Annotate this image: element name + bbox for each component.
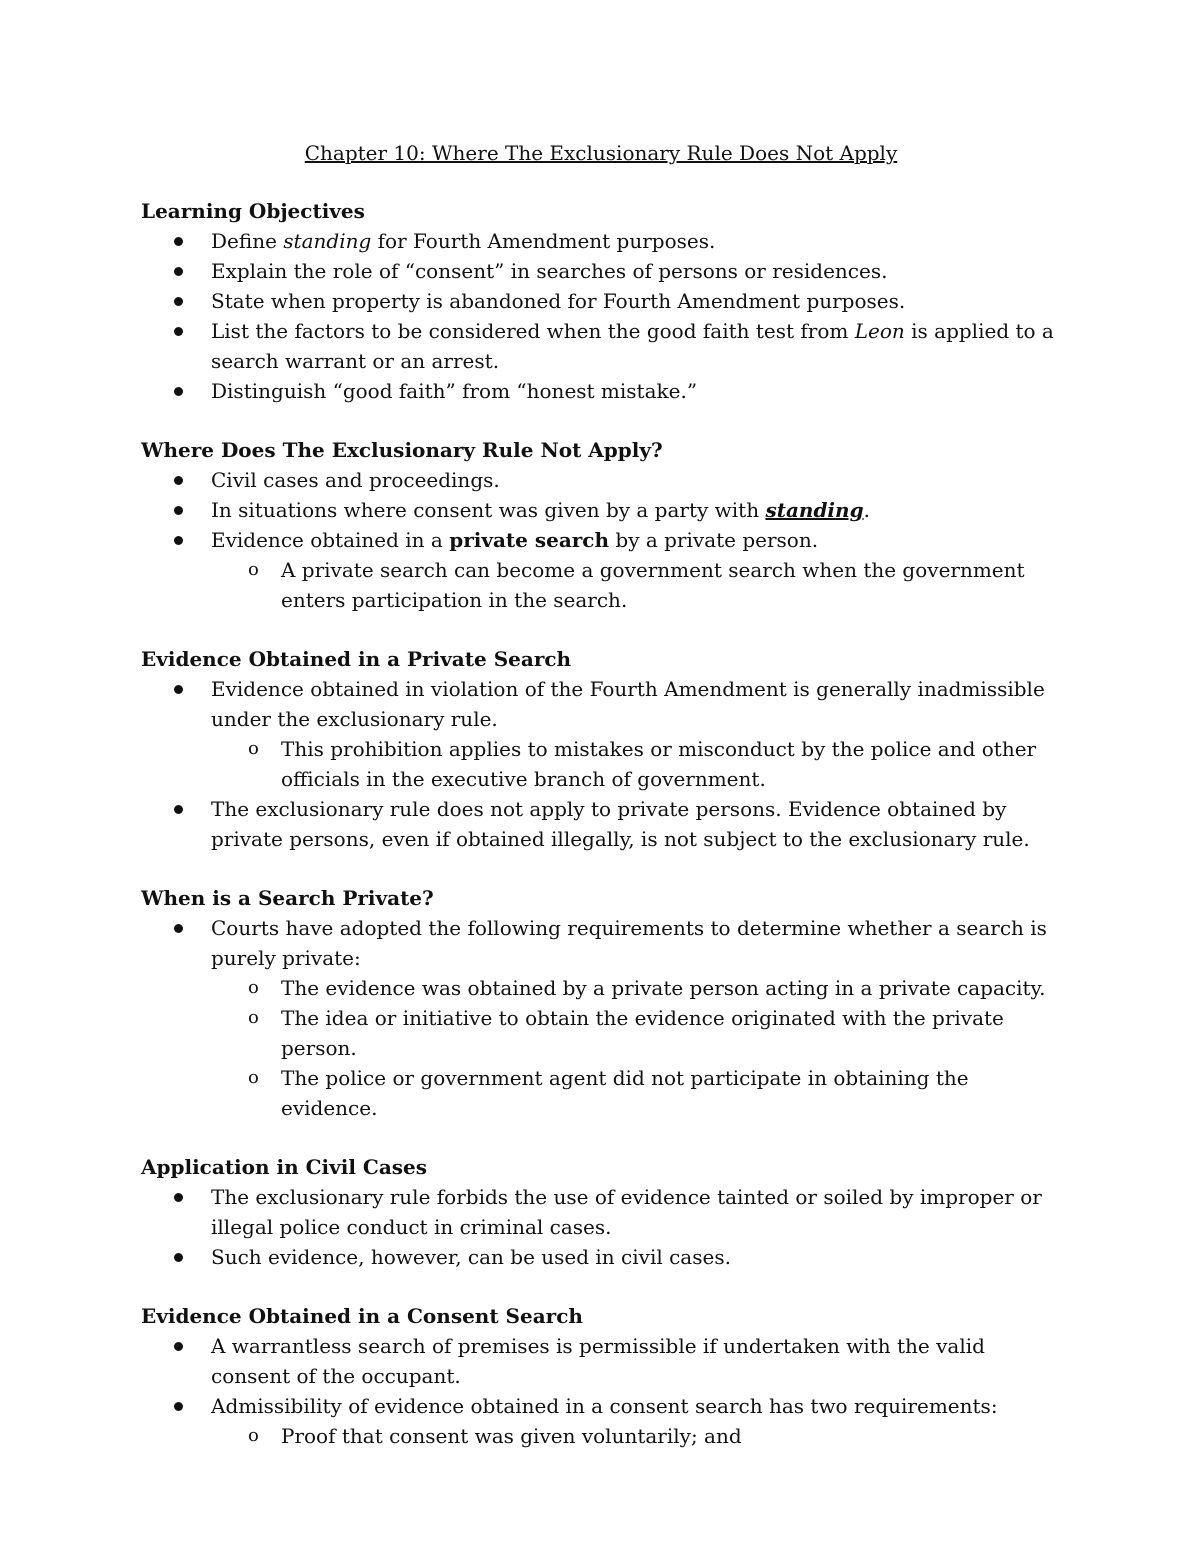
hollow-bullet-icon: o — [248, 738, 259, 759]
item-text: Distinguish “good faith” from “honest mistake.” — [211, 379, 698, 403]
item-text: Evidence obtained in a — [211, 528, 450, 552]
bullet-icon — [174, 1193, 183, 1202]
item-text: . — [863, 498, 870, 522]
item-text: is applied to a search warrant or an arrest. — [211, 319, 1054, 373]
bullet-icon — [174, 1402, 183, 1411]
item-text: The police or government agent did not participate in obtaining the evidence. — [281, 1066, 969, 1120]
list-item — [141, 674, 1061, 794]
list-item — [141, 1242, 1061, 1272]
section-learning-objectives — [141, 196, 1061, 406]
bullet-list — [141, 674, 1061, 854]
sub-bullet-list — [211, 1421, 1061, 1451]
item-text: Such evidence, however, can be used in civil cases. — [211, 1245, 731, 1269]
item-text: State when property is abandoned for Fourth Amendment purposes. — [211, 289, 906, 313]
sub-list-item — [211, 1421, 1061, 1451]
bullet-icon — [174, 1342, 183, 1351]
item-text: Courts have adopted the following requirements to determine whether a search is purely private: — [211, 916, 1047, 970]
section-heading: Evidence Obtained in a Private Search — [141, 647, 572, 671]
item-emphasis: standing — [283, 229, 372, 253]
item-emphasis: standing — [765, 498, 864, 522]
list-item — [141, 256, 1061, 286]
list-item — [141, 1182, 1061, 1242]
hollow-bullet-icon: o — [248, 559, 259, 580]
sub-bullet-list — [211, 555, 1061, 615]
sub-list-item — [211, 555, 1061, 615]
item-text: The idea or initiative to obtain the evidence originated with the private person. — [281, 1006, 1004, 1060]
item-text: by a private person. — [609, 528, 819, 552]
list-item — [141, 465, 1061, 495]
sub-list-item — [211, 734, 1061, 794]
bullet-icon — [174, 267, 183, 276]
section-private-search — [141, 644, 1061, 854]
item-text: Admissibility of evidence obtained in a consent search has two requirements: — [211, 1394, 998, 1418]
list-item — [141, 316, 1061, 376]
item-emphasis: private search — [449, 528, 610, 552]
hollow-bullet-icon: o — [248, 1425, 259, 1446]
section-where-not-apply — [141, 435, 1061, 615]
bullet-icon — [174, 327, 183, 336]
item-text: Define — [211, 229, 284, 253]
bullet-icon — [174, 237, 183, 246]
section-civil-cases — [141, 1152, 1061, 1272]
sub-list-item — [211, 1003, 1061, 1063]
bullet-icon — [174, 924, 183, 933]
bullet-list — [141, 1331, 1061, 1451]
section-heading: Learning Objectives — [141, 199, 365, 223]
item-text: A warrantless search of premises is permissible if undertaken with the valid consent of the occupant. — [211, 1334, 985, 1388]
sub-bullet-list — [211, 734, 1061, 794]
list-item — [141, 1331, 1061, 1391]
bullet-icon — [174, 805, 183, 814]
bullet-icon — [174, 506, 183, 515]
list-item — [141, 525, 1061, 615]
bullet-icon — [174, 387, 183, 396]
section-consent-search — [141, 1301, 1061, 1451]
item-text: Civil cases and proceedings. — [211, 468, 500, 492]
section-heading: Evidence Obtained in a Consent Search — [141, 1304, 583, 1328]
sub-bullet-list — [211, 973, 1061, 1123]
bullet-icon — [174, 476, 183, 485]
sub-list-item — [211, 973, 1061, 1003]
bullet-icon — [174, 536, 183, 545]
bullet-list — [141, 226, 1061, 406]
item-text: A private search can become a government search when the government enters participation in the search. — [281, 558, 1025, 612]
bullet-list — [141, 465, 1061, 615]
page-title: Chapter 10: Where The Exclusionary Rule Does Not Apply — [304, 141, 898, 165]
bullet-list — [141, 913, 1061, 1123]
hollow-bullet-icon: o — [248, 977, 259, 998]
section-heading: Application in Civil Cases — [141, 1155, 428, 1179]
item-text: Explain the role of “consent” in searches of persons or residences. — [211, 259, 888, 283]
item-text: The exclusionary rule does not apply to private persons. Evidence obtained by private persons, even if obtained illegally, is not subject to the exclusionary rule. — [211, 797, 1030, 851]
item-text: The evidence was obtained by a private person acting in a private capacity. — [281, 976, 1046, 1000]
list-item — [141, 376, 1061, 406]
bullet-icon — [174, 297, 183, 306]
hollow-bullet-icon: o — [248, 1007, 259, 1028]
section-when-private — [141, 883, 1061, 1123]
item-text: The exclusionary rule forbids the use of evidence tainted or soiled by improper or illegal police conduct in criminal cases. — [211, 1185, 1042, 1239]
section-heading: Where Does The Exclusionary Rule Not Apply? — [141, 438, 663, 462]
list-item — [141, 794, 1061, 854]
item-text: for Fourth Amendment purposes. — [371, 229, 716, 253]
bullet-icon — [174, 1253, 183, 1262]
document-page — [141, 138, 1061, 1480]
list-item — [141, 286, 1061, 316]
item-text: In situations where consent was given by a party with — [211, 498, 766, 522]
item-text: This prohibition applies to mistakes or misconduct by the police and other officials in the executive branch of government. — [281, 737, 1037, 791]
item-text: Proof that consent was given voluntarily; and — [281, 1424, 742, 1448]
list-item — [141, 226, 1061, 256]
item-text: List the factors to be considered when the good faith test from — [211, 319, 855, 343]
item-text: Evidence obtained in violation of the Fourth Amendment is generally inadmissible under the exclusionary rule. — [211, 677, 1045, 731]
bullet-list — [141, 1182, 1061, 1272]
list-item — [141, 913, 1061, 1123]
bullet-icon — [174, 685, 183, 694]
hollow-bullet-icon: o — [248, 1067, 259, 1088]
item-emphasis: Leon — [854, 319, 905, 343]
sub-list-item — [211, 1063, 1061, 1123]
section-heading: When is a Search Private? — [141, 886, 434, 910]
list-item — [141, 1391, 1061, 1451]
list-item — [141, 495, 1061, 525]
